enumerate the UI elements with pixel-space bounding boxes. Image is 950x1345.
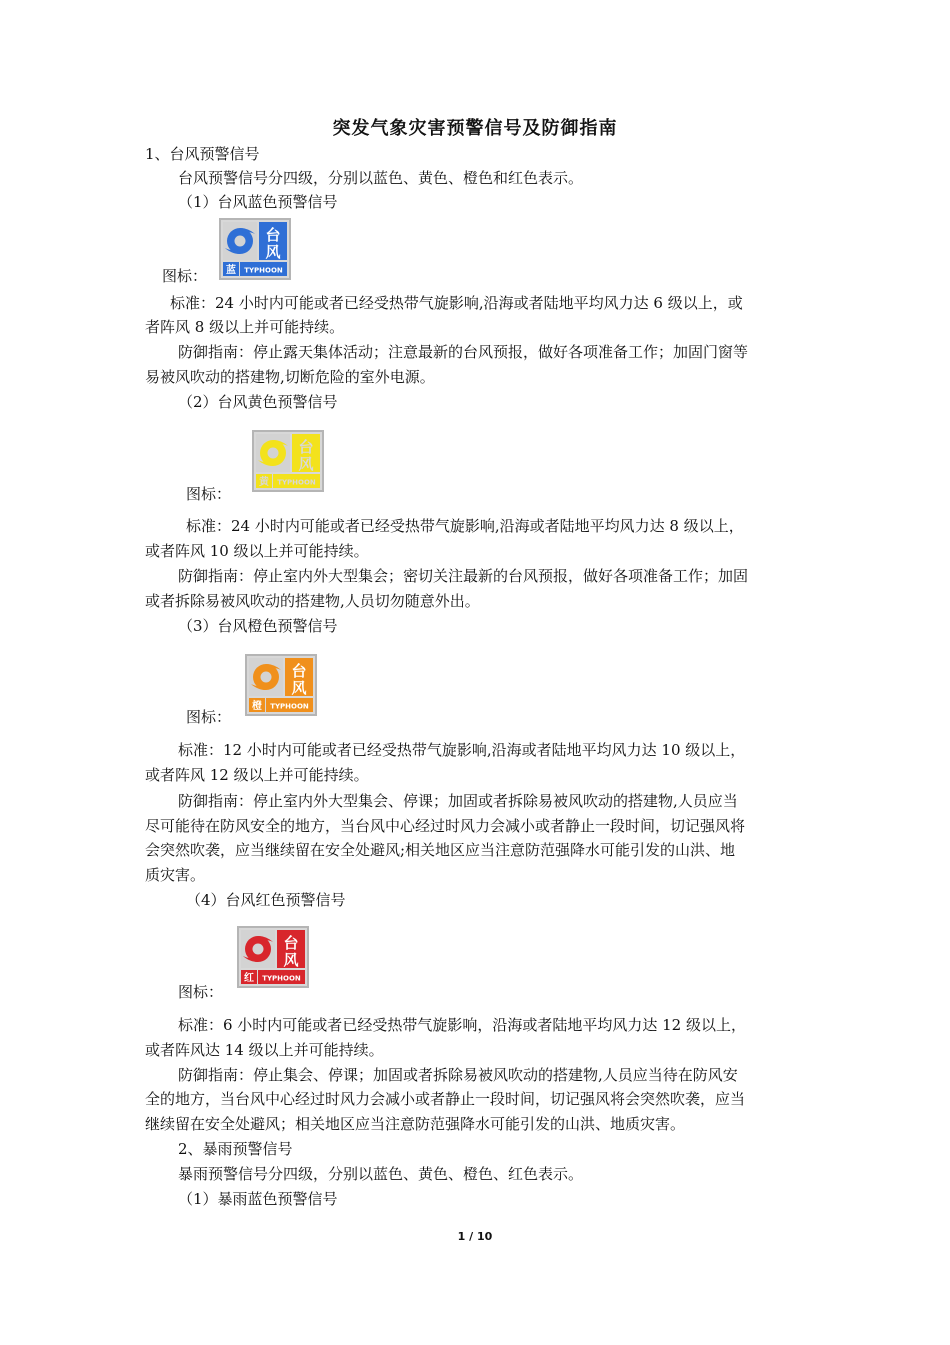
typhoon-signal-graphic: [239, 928, 307, 986]
typhoon-blue-guide-line2: 易被风吹动的搭建物,切断危险的室外电源。: [145, 368, 435, 386]
icon-label: 图标：: [178, 983, 224, 1001]
typhoon-blue-standard-line1: 标准：24 小时内可能或者已经受热带气旋影响,沿海或者陆地平均风力达 6 级以上，或: [170, 294, 743, 312]
typhoon-orange-guide-line4: 质灾害。: [145, 866, 206, 884]
typhoon-orange-guide-line3: 会突然吹袭，应当继续留在安全处避风;相关地区应当注意防范强降水可能引发的山洪、地: [145, 841, 736, 859]
icon-level-char: 红: [244, 973, 254, 984]
icon-label: 图标：: [186, 708, 232, 726]
icon-char-tai: 台: [283, 934, 299, 952]
typhoon-red-standard-line1: 标准：6 小时内可能或者已经受热带气旋影响，沿海或者陆地平均风力达 12 级以上，: [178, 1016, 746, 1034]
typhoon-blue-signal-icon: [219, 218, 291, 280]
icon-char-feng: 风: [283, 951, 299, 969]
typhoon-red-signal-icon: [237, 926, 309, 988]
icon-label: 图标：: [162, 267, 208, 285]
icon-word-typhoon: TYPHOON: [277, 478, 316, 487]
page-number: 1 / 10: [457, 1230, 493, 1243]
typhoon-signal-graphic: [254, 432, 322, 490]
section-heading-typhoon: 1、台风预警信号: [145, 145, 260, 163]
typhoon-yellow-guide-line1: 防御指南：停止室内外大型集会；密切关注最新的台风预报，做好各项准备工作；加固: [178, 567, 749, 585]
icon-char-tai: 台: [265, 226, 281, 244]
typhoon-orange-standard-line2: 或者阵风 12 级以上并可能持续。: [145, 766, 369, 784]
typhoon-signal-graphic: [247, 656, 315, 714]
typhoon-orange-guide-line1: 防御指南：停止室内外大型集会、停课；加固或者拆除易被风吹动的搭建物,人员应当: [178, 792, 738, 810]
icon-label: 图标：: [186, 485, 232, 503]
icon-word-typhoon: TYPHOON: [270, 702, 309, 711]
rainstorm-intro: 暴雨预警信号分四级，分别以蓝色、黄色、橙色、红色表示。: [178, 1165, 584, 1183]
typhoon-yellow-heading: （2）台风黄色预警信号: [178, 393, 338, 411]
typhoon-red-standard-line2: 或者阵风达 14 级以上并可能持续。: [145, 1041, 384, 1059]
typhoon-red-guide-line3: 继续留在安全处避风；相关地区应当注意防范强降水可能引发的山洪、地质灾害。: [145, 1115, 686, 1133]
icon-char-tai: 台: [291, 662, 307, 680]
typhoon-red-guide-line1: 防御指南：停止集会、停课；加固或者拆除易被风吹动的搭建物,人员应当待在防风安: [178, 1066, 738, 1084]
typhoon-red-heading: （4）台风红色预警信号: [186, 891, 346, 909]
typhoon-blue-guide-line1: 防御指南：停止露天集体活动；注意最新的台风预报，做好各项准备工作；加固门窗等: [178, 343, 749, 361]
typhoon-yellow-standard-line1: 标准：24 小时内可能或者已经受热带气旋影响,沿海或者陆地平均风力达 8 级以上，: [186, 517, 744, 535]
icon-char-tai: 台: [298, 438, 314, 456]
typhoon-orange-heading: （3）台风橙色预警信号: [178, 617, 338, 635]
typhoon-orange-signal-icon: [245, 654, 317, 716]
icon-level-char: 蓝: [226, 265, 236, 276]
section-heading-rainstorm: 2、暴雨预警信号: [178, 1140, 293, 1158]
typhoon-signal-graphic: [221, 220, 289, 278]
icon-word-typhoon: TYPHOON: [244, 266, 283, 275]
typhoon-red-guide-line2: 全的地方，当台风中心经过时风力会减小或者静止一段时间，切记强风将会突然吹袭，应当: [145, 1090, 746, 1108]
document-title: 突发气象灾害预警信号及防御指南: [332, 118, 618, 139]
icon-level-char: 黄: [259, 477, 269, 488]
typhoon-yellow-signal-icon: [252, 430, 324, 492]
typhoon-yellow-guide-line2: 或者拆除易被风吹动的搭建物,人员切勿随意外出。: [145, 592, 480, 610]
typhoon-blue-heading: （1）台风蓝色预警信号: [178, 193, 338, 211]
icon-char-feng: 风: [291, 679, 307, 697]
icon-char-feng: 风: [298, 455, 314, 473]
typhoon-orange-guide-line2: 尽可能待在防风安全的地方，当台风中心经过时风力会减小或者静止一段时间，切记强风将: [145, 817, 746, 835]
icon-word-typhoon: TYPHOON: [262, 974, 301, 983]
typhoon-blue-standard-line2: 者阵风 8 级以上并可能持续。: [145, 318, 345, 336]
typhoon-orange-standard-line1: 标准：12 小时内可能或者已经受热带气旋影响,沿海或者陆地平均风力达 10 级以上，: [178, 741, 746, 759]
typhoon-intro: 台风预警信号分四级，分别以蓝色、黄色、橙色和红色表示。: [178, 169, 584, 187]
rainstorm-blue-heading: （1）暴雨蓝色预警信号: [178, 1190, 338, 1208]
icon-char-feng: 风: [265, 243, 281, 261]
icon-level-char: 橙: [252, 701, 262, 712]
typhoon-yellow-standard-line2: 或者阵风 10 级以上并可能持续。: [145, 542, 369, 560]
